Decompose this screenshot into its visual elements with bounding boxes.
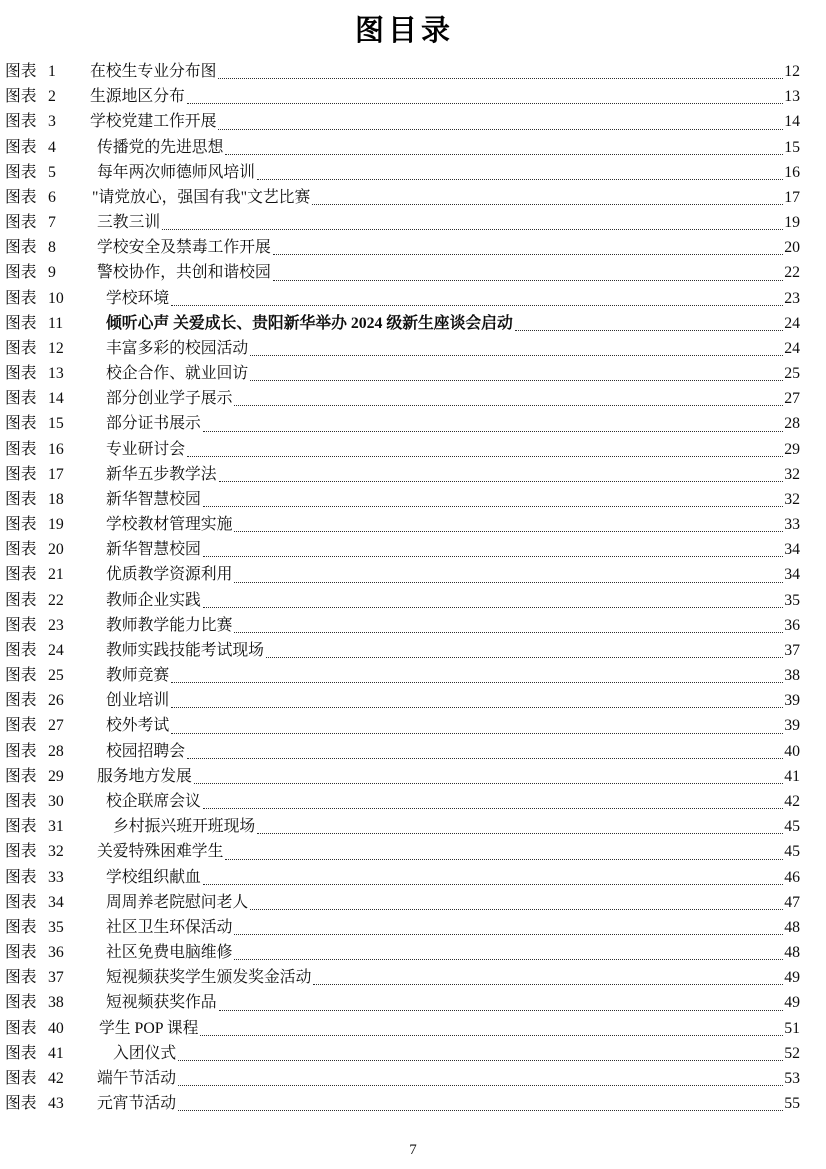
- entry-label: [5, 437, 106, 462]
- toc-entry[interactable]: [5, 537, 800, 562]
- dot-leader: [234, 934, 783, 935]
- dot-leader: [257, 179, 783, 180]
- entry-label: [5, 160, 97, 185]
- entry-label: [5, 713, 106, 738]
- entry-number: 3: [48, 113, 56, 131]
- entry-prefix: 图表: [5, 893, 37, 911]
- entry-title: 三教三训: [97, 214, 161, 232]
- entry-number: 23: [48, 616, 64, 634]
- toc-entry[interactable]: [5, 1016, 800, 1041]
- toc-entry[interactable]: [5, 1091, 800, 1116]
- entry-number: 25: [48, 667, 64, 685]
- entry-prefix: 图表: [5, 1069, 37, 1087]
- page-title: 图目录: [354, 15, 454, 47]
- toc-entry[interactable]: [5, 739, 800, 764]
- entry-title: 校园招聘会: [106, 742, 185, 760]
- entry-number: 22: [48, 591, 64, 609]
- entry-page-number: 15: [784, 138, 800, 156]
- entry-page-number: 46: [784, 868, 800, 886]
- entry-prefix: 图表: [5, 1044, 37, 1062]
- entry-prefix: 图表: [5, 163, 37, 181]
- dot-leader: [203, 884, 783, 885]
- entry-title: 关爱特殊困难学生: [97, 843, 224, 861]
- toc-entry[interactable]: [5, 59, 800, 84]
- entry-number: 42: [48, 1069, 64, 1087]
- dot-leader: [171, 305, 783, 306]
- entry-number: 33: [48, 868, 64, 886]
- dot-leader: [178, 1085, 783, 1086]
- dot-leader: [250, 380, 783, 381]
- entry-page-number: 51: [784, 1019, 800, 1037]
- entry-label: [5, 764, 97, 789]
- entry-label: [5, 286, 106, 311]
- toc-entry[interactable]: [5, 210, 800, 235]
- entry-number: 43: [48, 1095, 64, 1113]
- entry-prefix: 图表: [5, 440, 37, 458]
- entry-label: [5, 562, 106, 587]
- entry-page-number: 35: [784, 591, 800, 609]
- entry-prefix: 图表: [5, 1095, 37, 1113]
- entry-number: 28: [48, 742, 64, 760]
- entry-page-number: 20: [784, 239, 800, 257]
- dot-leader: [266, 657, 783, 658]
- entry-prefix: 图表: [5, 843, 37, 861]
- toc-entry[interactable]: [5, 1066, 800, 1091]
- entry-page-number: 24: [784, 339, 800, 357]
- toc-entry[interactable]: [5, 562, 800, 587]
- entry-prefix: 图表: [5, 264, 37, 282]
- toc-entry[interactable]: [5, 638, 800, 663]
- dot-leader: [257, 833, 783, 834]
- entry-label: [5, 386, 106, 411]
- entry-title: 元宵节活动: [97, 1095, 176, 1113]
- entry-prefix: 图表: [5, 969, 37, 987]
- toc-entry[interactable]: [5, 487, 800, 512]
- entry-prefix: 图表: [5, 1019, 37, 1037]
- dot-leader: [219, 481, 784, 482]
- entry-label: [5, 1041, 113, 1066]
- entry-label: [5, 537, 106, 562]
- entry-prefix: 图表: [5, 541, 37, 559]
- entry-page-number: 34: [784, 541, 800, 559]
- entry-prefix: 图表: [5, 994, 37, 1012]
- toc-entry[interactable]: [5, 965, 800, 990]
- entry-label: [5, 361, 106, 386]
- dot-leader: [178, 1060, 783, 1061]
- entry-title: 倾听心声 关爱成长、贵阳新华举办 2024 级新生座谈会启动: [106, 314, 513, 332]
- toc-entry[interactable]: [5, 286, 800, 311]
- entry-prefix: 图表: [5, 415, 37, 433]
- dot-leader: [225, 859, 783, 860]
- entry-label: [5, 311, 106, 336]
- entry-title: 学校环境: [106, 289, 170, 307]
- entry-prefix: 图表: [5, 918, 37, 936]
- entry-number: 32: [48, 843, 64, 861]
- entry-label: [5, 235, 97, 260]
- dot-leader: [234, 582, 783, 583]
- entry-label: [5, 1066, 97, 1091]
- toc-entry[interactable]: [5, 588, 800, 613]
- entry-prefix: 图表: [5, 138, 37, 156]
- entry-page-number: 49: [784, 969, 800, 987]
- entry-page-number: 47: [784, 893, 800, 911]
- entry-title: 教师竞赛: [106, 667, 170, 685]
- entry-page-number: 19: [784, 214, 800, 232]
- entry-number: 8: [48, 239, 56, 257]
- entry-page-number: 39: [784, 717, 800, 735]
- entry-prefix: 图表: [5, 365, 37, 383]
- dot-leader: [162, 229, 783, 230]
- entry-prefix: 图表: [5, 289, 37, 307]
- entry-number: 10: [48, 289, 64, 307]
- entry-number: 36: [48, 944, 64, 962]
- toc-entry[interactable]: [5, 688, 800, 713]
- entry-label: [5, 210, 97, 235]
- toc-entry[interactable]: [5, 814, 800, 839]
- entry-number: 2: [48, 88, 56, 106]
- entry-label: [5, 59, 90, 84]
- dot-leader: [234, 531, 783, 532]
- entry-page-number: 24: [784, 314, 800, 332]
- entry-page-number: 42: [784, 792, 800, 810]
- entry-label: [5, 839, 97, 864]
- entry-label: [5, 487, 106, 512]
- entry-page-number: 53: [784, 1069, 800, 1087]
- toc-entry[interactable]: [5, 865, 800, 890]
- entry-number: 16: [48, 440, 64, 458]
- toc-entry[interactable]: [5, 386, 800, 411]
- entry-prefix: 图表: [5, 113, 37, 131]
- entry-label: [5, 462, 106, 487]
- entry-label: [5, 789, 106, 814]
- entry-title: 学校安全及禁毒工作开展: [97, 239, 271, 257]
- entry-label: [5, 260, 97, 285]
- entry-page-number: 13: [784, 88, 800, 106]
- entry-number: 14: [48, 390, 64, 408]
- toc-entry[interactable]: [5, 940, 800, 965]
- entry-label: [5, 109, 90, 134]
- entry-title: 专业研讨会: [106, 440, 185, 458]
- entry-label: [5, 865, 106, 890]
- dot-leader: [171, 733, 783, 734]
- entry-page-number: 55: [784, 1095, 800, 1113]
- toc-entry[interactable]: [5, 135, 800, 160]
- entry-number: 18: [48, 490, 64, 508]
- dot-leader: [171, 682, 783, 683]
- figure-toc-list: [5, 59, 800, 1116]
- toc-entry[interactable]: [5, 789, 800, 814]
- entry-label: [5, 965, 106, 990]
- toc-entry[interactable]: [5, 336, 800, 361]
- dot-leader: [187, 103, 783, 104]
- toc-entry[interactable]: [5, 311, 800, 336]
- dot-leader: [203, 808, 783, 809]
- entry-prefix: 图表: [5, 314, 37, 332]
- entry-title: 乡村振兴班开班现场: [113, 818, 256, 836]
- dot-leader: [250, 355, 783, 356]
- dot-leader: [203, 607, 783, 608]
- entry-number: 29: [48, 767, 64, 785]
- entry-title: 创业培训: [106, 692, 170, 710]
- entry-prefix: 图表: [5, 944, 37, 962]
- dot-leader: [203, 556, 783, 557]
- entry-number: 6: [48, 188, 56, 206]
- entry-label: [5, 990, 106, 1015]
- entry-page-number: 12: [784, 63, 800, 80]
- entry-title: 新华智慧校园: [106, 541, 201, 559]
- entry-number: 1: [48, 63, 56, 80]
- entry-prefix: 图表: [5, 239, 37, 257]
- entry-prefix: 图表: [5, 516, 37, 534]
- entry-page-number: 45: [784, 818, 800, 836]
- entry-title: 短视频获奖作品: [106, 994, 217, 1012]
- entry-title: 警校协作，共创和谐校园: [97, 264, 271, 282]
- entry-label: [5, 185, 92, 210]
- toc-entry[interactable]: [5, 185, 800, 210]
- entry-page-number: 41: [784, 767, 800, 785]
- entry-number: 31: [48, 818, 64, 836]
- entry-number: 21: [48, 566, 64, 584]
- dot-leader: [187, 758, 783, 759]
- entry-title: 丰富多彩的校园活动: [106, 339, 249, 357]
- toc-entry[interactable]: [5, 462, 800, 487]
- entry-label: [5, 688, 106, 713]
- entry-title: 校企联席会议: [106, 792, 201, 810]
- toc-entry[interactable]: [5, 260, 800, 285]
- entry-label: [5, 814, 113, 839]
- entry-number: 4: [48, 138, 56, 156]
- entry-title: "请党放心，强国有我"文艺比赛: [92, 188, 311, 206]
- entry-title: 新华五步教学法: [106, 465, 217, 483]
- page-number-footer: 7: [409, 1142, 417, 1158]
- entry-title: 校外考试: [106, 717, 170, 735]
- entry-prefix: 图表: [5, 616, 37, 634]
- entry-label: [5, 739, 106, 764]
- toc-entry[interactable]: [5, 663, 800, 688]
- dot-leader: [234, 405, 783, 406]
- entry-title: 教师企业实践: [106, 591, 201, 609]
- entry-title: 入团仪式: [113, 1044, 177, 1062]
- entry-label: [5, 1091, 97, 1116]
- entry-label: [5, 84, 90, 109]
- entry-page-number: 45: [784, 843, 800, 861]
- entry-prefix: 图表: [5, 63, 37, 80]
- dot-leader: [200, 1035, 783, 1036]
- entry-label: [5, 588, 106, 613]
- toc-entry[interactable]: [5, 235, 800, 260]
- dot-leader: [515, 330, 783, 331]
- entry-page-number: 40: [784, 742, 800, 760]
- dot-leader: [273, 254, 783, 255]
- entry-page-number: 23: [784, 289, 800, 307]
- entry-page-number: 38: [784, 667, 800, 685]
- entry-prefix: 图表: [5, 868, 37, 886]
- dot-leader: [218, 129, 783, 130]
- entry-title: 传播党的先进思想: [97, 138, 224, 156]
- entry-title: 在校生专业分布图: [90, 63, 217, 80]
- entry-page-number: 33: [784, 516, 800, 534]
- dot-leader: [194, 783, 783, 784]
- entry-number: 11: [48, 314, 64, 332]
- entry-title: 教师教学能力比赛: [106, 616, 233, 634]
- toc-entry[interactable]: [5, 915, 800, 940]
- entry-label: [5, 135, 97, 160]
- entry-title: 学校组织献血: [106, 868, 201, 886]
- entry-prefix: 图表: [5, 717, 37, 735]
- entry-page-number: 17: [784, 188, 800, 206]
- entry-number: 12: [48, 339, 64, 357]
- entry-number: 35: [48, 918, 64, 936]
- entry-page-number: 25: [784, 365, 800, 383]
- entry-prefix: 图表: [5, 339, 37, 357]
- toc-entry[interactable]: [5, 1041, 800, 1066]
- toc-entry[interactable]: [5, 160, 800, 185]
- entry-number: 24: [48, 641, 64, 659]
- toc-entry[interactable]: [5, 411, 800, 436]
- entry-number: 20: [48, 541, 64, 559]
- entry-page-number: 32: [784, 490, 800, 508]
- entry-page-number: 39: [784, 692, 800, 710]
- toc-entry[interactable]: [5, 764, 800, 789]
- entry-number: 15: [48, 415, 64, 433]
- entry-number: 40: [48, 1019, 64, 1037]
- entry-label: [5, 512, 106, 537]
- entry-page-number: 22: [784, 264, 800, 282]
- toc-entry[interactable]: [5, 613, 800, 638]
- toc-entry[interactable]: [5, 361, 800, 386]
- toc-entry[interactable]: [5, 990, 800, 1015]
- entry-label: [5, 890, 106, 915]
- entry-number: 17: [48, 465, 64, 483]
- entry-number: 27: [48, 717, 64, 735]
- entry-title: 部分证书展示: [106, 415, 201, 433]
- toc-entry[interactable]: [5, 713, 800, 738]
- entry-number: 7: [48, 214, 56, 232]
- dot-leader: [178, 1110, 783, 1111]
- dot-leader: [203, 431, 783, 432]
- entry-number: 41: [48, 1044, 64, 1062]
- entry-prefix: 图表: [5, 742, 37, 760]
- toc-entry[interactable]: [5, 84, 800, 109]
- entry-title: 新华智慧校园: [106, 490, 201, 508]
- entry-title: 生源地区分布: [90, 88, 185, 106]
- entry-title: 学生 POP 课程: [99, 1019, 199, 1037]
- entry-label: [5, 411, 106, 436]
- toc-entry[interactable]: [5, 512, 800, 537]
- toc-entry[interactable]: [5, 839, 800, 864]
- entry-number: 37: [48, 969, 64, 987]
- dot-leader: [225, 154, 783, 155]
- entry-prefix: 图表: [5, 591, 37, 609]
- dot-leader: [219, 1010, 784, 1011]
- entry-prefix: 图表: [5, 214, 37, 232]
- dot-leader: [313, 984, 783, 985]
- entry-number: 19: [48, 516, 64, 534]
- entry-page-number: 49: [784, 994, 800, 1012]
- entry-prefix: 图表: [5, 188, 37, 206]
- entry-title: 周周养老院慰问老人: [106, 893, 249, 911]
- entry-prefix: 图表: [5, 692, 37, 710]
- entry-page-number: 48: [784, 944, 800, 962]
- dot-leader: [250, 909, 783, 910]
- entry-title: 学校党建工作开展: [90, 113, 217, 131]
- entry-prefix: 图表: [5, 566, 37, 584]
- entry-page-number: 14: [784, 113, 800, 131]
- entry-page-number: 27: [784, 390, 800, 408]
- entry-prefix: 图表: [5, 490, 37, 508]
- entry-page-number: 36: [784, 616, 800, 634]
- entry-title: 服务地方发展: [97, 767, 192, 785]
- entry-title: 学校教材管理实施: [106, 516, 233, 534]
- entry-title: 校企合作、就业回访: [106, 365, 249, 383]
- entry-title: 社区免费电脑维修: [106, 944, 233, 962]
- entry-page-number: 16: [784, 163, 800, 181]
- entry-label: [5, 336, 106, 361]
- entry-title: 端午节活动: [97, 1069, 176, 1087]
- entry-label: [5, 663, 106, 688]
- entry-page-number: 48: [784, 918, 800, 936]
- entry-title: 社区卫生环保活动: [106, 918, 233, 936]
- entry-prefix: 图表: [5, 792, 37, 810]
- entry-number: 38: [48, 994, 64, 1012]
- entry-prefix: 图表: [5, 88, 37, 106]
- entry-label: [5, 638, 106, 663]
- dot-leader: [171, 707, 783, 708]
- dot-leader: [203, 506, 783, 507]
- entry-title: 优质教学资源利用: [106, 566, 233, 584]
- entry-number: 13: [48, 365, 64, 383]
- toc-entry[interactable]: [5, 109, 800, 134]
- entry-page-number: 29: [784, 440, 800, 458]
- entry-number: 9: [48, 264, 56, 282]
- entry-page-number: 28: [784, 415, 800, 433]
- entry-title: 部分创业学子展示: [106, 390, 233, 408]
- entry-number: 26: [48, 692, 64, 710]
- dot-leader: [234, 959, 783, 960]
- toc-entry[interactable]: [5, 437, 800, 462]
- dot-leader: [234, 632, 783, 633]
- dot-leader: [187, 456, 783, 457]
- entry-number: 34: [48, 893, 64, 911]
- entry-page-number: 34: [784, 566, 800, 584]
- entry-page-number: 32: [784, 465, 800, 483]
- dot-leader: [218, 78, 783, 79]
- entry-number: 5: [48, 163, 56, 181]
- toc-entry[interactable]: [5, 890, 800, 915]
- entry-label: [5, 1016, 99, 1041]
- entry-prefix: 图表: [5, 641, 37, 659]
- entry-title: 每年两次师德师风培训: [97, 163, 255, 181]
- entry-number: 30: [48, 792, 64, 810]
- entry-label: [5, 940, 106, 965]
- entry-title: 教师实践技能考试现场: [106, 641, 264, 659]
- entry-prefix: 图表: [5, 465, 37, 483]
- entry-prefix: 图表: [5, 667, 37, 685]
- entry-prefix: 图表: [5, 818, 37, 836]
- entry-label: [5, 613, 106, 638]
- dot-leader: [273, 280, 783, 281]
- entry-page-number: 37: [784, 641, 800, 659]
- entry-title: 短视频获奖学生颁发奖金活动: [106, 969, 312, 987]
- entry-prefix: 图表: [5, 390, 37, 408]
- entry-prefix: 图表: [5, 767, 37, 785]
- entry-label: [5, 915, 106, 940]
- dot-leader: [312, 204, 783, 205]
- entry-page-number: 52: [784, 1044, 800, 1062]
